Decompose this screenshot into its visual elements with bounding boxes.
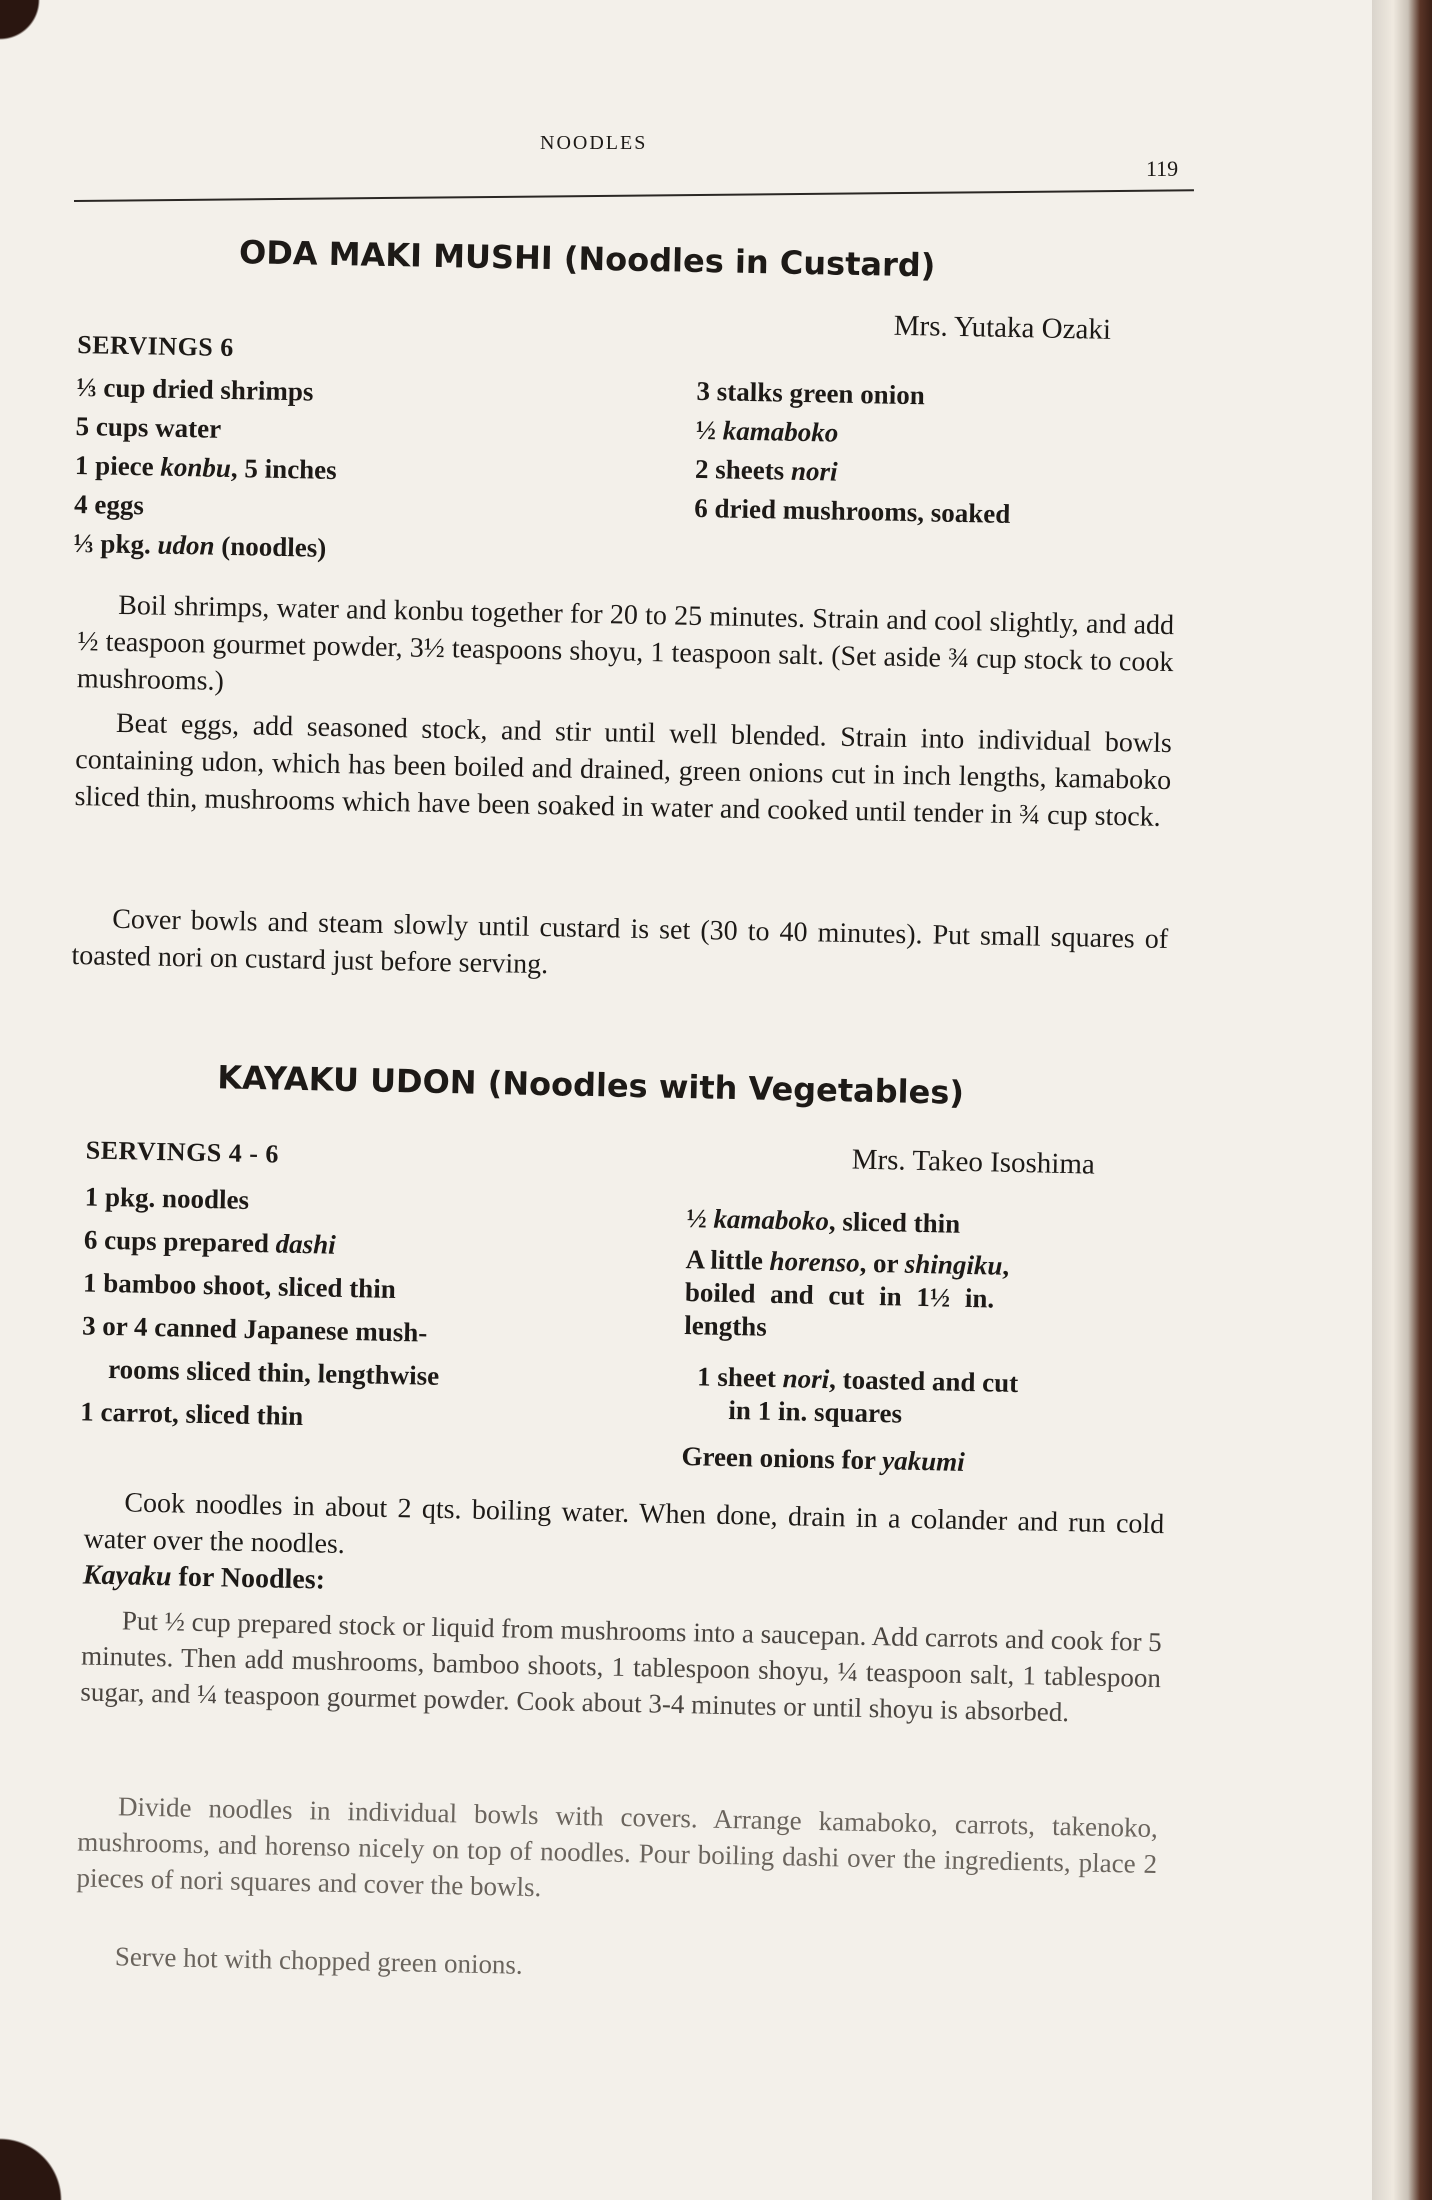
ingredient — [81, 1347, 440, 1397]
paragraph-text: Beat eggs, add seasoned stock, and stir until well blended. Strain into individual bowls containing udon, which has been boiled and drained, green onions cut in inch lengths, kamaboko sliced thin, mushrooms which have been soaked in water and cooked until tender in ¾ cup stock. — [74, 707, 1173, 833]
paragraph-serve — [75, 1937, 1156, 1997]
servings: SERVINGS 6 — [77, 330, 235, 363]
ingredient — [684, 1309, 1020, 1349]
paragraph-put — [80, 1602, 1162, 1733]
ingredient-text: rooms sliced thin, lengthwise — [80, 1353, 440, 1391]
ingredient-text: in 1 in. squares — [728, 1395, 903, 1429]
ingredient-text: , or — [859, 1247, 906, 1279]
ingredient-term: udon — [157, 529, 215, 561]
ingredient-text: A little — [685, 1244, 770, 1276]
ingredient-term: dashi — [275, 1228, 337, 1260]
ingredients-right — [694, 372, 1013, 534]
ingredient-term: kamaboko — [722, 415, 839, 448]
ingredient-text: 1 sheet — [696, 1361, 783, 1394]
ingredient-term: kamaboko — [713, 1203, 830, 1237]
ingredient — [73, 524, 335, 568]
subheading — [83, 1560, 326, 1597]
ingredient-text: 1 piece — [74, 450, 161, 482]
ingredient-text: ½ — [695, 414, 724, 446]
subheading-term: Kayaku — [82, 1559, 172, 1593]
ingredient-text: ⅓ pkg. — [73, 527, 158, 560]
ingredient-text: , — [1002, 1250, 1010, 1281]
ingredient-text: 2 sheets — [694, 453, 792, 486]
ingredient — [84, 1175, 443, 1225]
ingredient — [682, 1393, 1018, 1433]
paragraph-divide — [76, 1787, 1158, 1918]
ingredient-text: 4 eggs — [73, 489, 145, 521]
ingredient — [74, 485, 336, 529]
ingredient — [75, 446, 337, 490]
ingredient — [75, 407, 337, 451]
page-edge — [1372, 0, 1432, 2200]
paragraph-text: Put ½ cup prepared stock or liquid from mushrooms into a saucepan. Add carrots and cook for 5 minutes. Then add mushrooms, bamboo shoots, 1 tablespoon shoyu, ¼ teaspoon salt, 1 tablespoon sugar, and ¼ teaspoon gourmet powder. Cook about 3-4 minutes or until shoyu is absorbed. — [80, 1605, 1163, 1728]
ingredient-text: 6 dried mushrooms, soaked — [693, 492, 1011, 529]
ingredient-text: ⅓ cup dried shrimps — [76, 372, 314, 407]
ingredient-text: ½ — [686, 1203, 714, 1234]
ingredient-text: , 5 inches — [230, 453, 338, 486]
ingredient — [681, 1440, 1017, 1480]
ingredient — [80, 1390, 439, 1440]
book-cover-corner — [0, 2090, 80, 2200]
ingredients-left — [73, 368, 338, 568]
running-head: NOODLES — [540, 132, 648, 154]
recipe-author: Mrs. Takeo Isoshima — [851, 1143, 1096, 1181]
paragraph-text: Boil shrimps, water and konbu together for 20 to 25 minutes. Strain and cool slightly, and add ½ teaspoon gourmet powder, 3½ teaspoons shoyu, 1 teaspoon salt. (Set aside ¾ cup stock to cook mushrooms.) — [76, 589, 1175, 697]
paragraph-text: Cover bowls and steam slowly until custard is set (30 to 40 minutes). Put small squares of toasted nori on custard just before serving. — [71, 903, 1169, 981]
ingredient-text: 1 carrot, sliced thin — [80, 1396, 304, 1432]
paragraph-text: Cook noodles in about 2 qts. boiling water. When done, drain in a colander and run cold water over the noodles. — [83, 1487, 1165, 1560]
ingredient-text: (noodles) — [214, 530, 327, 563]
ingredient — [696, 372, 1013, 417]
ingredients-left — [80, 1175, 443, 1440]
paragraph-text: Divide noodles in individual bowls with covers. Arrange kamaboko, carrots, takenoko, mushrooms, and horenso nicely on top of noodles. Pour boiling dashi over the ingredients, place 2 pieces of nori squares and cover the bowls. — [76, 1791, 1159, 1903]
recipe-author: Mrs. Yutaka Ozaki — [893, 309, 1112, 346]
servings: SERVINGS 4 - 6 — [85, 1135, 280, 1169]
ingredient-text: 5 cups water — [75, 411, 222, 444]
ingredient-text: 3 stalks green onion — [696, 375, 926, 411]
ingredient-text: 1 pkg. noodles — [84, 1181, 250, 1215]
ingredient-text: 6 cups prepared — [83, 1224, 276, 1259]
ingredients-right — [681, 1202, 1022, 1480]
ingredient — [76, 368, 338, 412]
ingredient — [83, 1261, 442, 1311]
ingredient-term: nori — [790, 455, 838, 487]
ingredient-term: horenso — [769, 1245, 860, 1278]
ingredient-term: shingiku — [904, 1248, 1003, 1281]
ingredient-term: yakumi — [881, 1445, 966, 1477]
ingredient-text: Green onions for — [681, 1441, 883, 1476]
ingredient — [82, 1304, 441, 1354]
paragraph-cover — [71, 900, 1168, 995]
paragraph-text: Serve hot with chopped green onions. — [114, 1941, 524, 1980]
page-number: 119 — [1146, 156, 1179, 181]
paragraph-boil — [77, 586, 1175, 718]
ingredient-text: 1 bamboo shoot, sliced thin — [82, 1267, 397, 1305]
header-rule — [74, 189, 1194, 202]
ingredient — [695, 450, 1012, 495]
book-cover-corner — [0, 0, 60, 60]
ingredient — [694, 489, 1011, 534]
ingredient-text: lengths — [683, 1310, 768, 1342]
ingredient — [695, 411, 1012, 456]
subheading-text: for Noodles: — [171, 1561, 326, 1596]
paragraph-beat — [74, 704, 1172, 836]
ingredient-text: 3 or 4 canned Japanese mush- — [81, 1310, 428, 1348]
ingredient-text: boiled and cut in 1½ in. — [684, 1277, 995, 1314]
ingredient — [83, 1218, 442, 1268]
ingredient — [686, 1202, 1022, 1242]
ingredient-term: konbu — [160, 451, 232, 483]
recipe-title: KAYAKU UDON (Noodles with Vegetables) — [216, 1058, 965, 1112]
ingredient-term: nori — [782, 1363, 830, 1395]
ingredient-text: , toasted and cut — [828, 1364, 1019, 1399]
recipe-title: ODA MAKI MUSHI (Noodles in Custard) — [238, 233, 936, 285]
ingredient-text: , sliced thin — [828, 1206, 961, 1239]
